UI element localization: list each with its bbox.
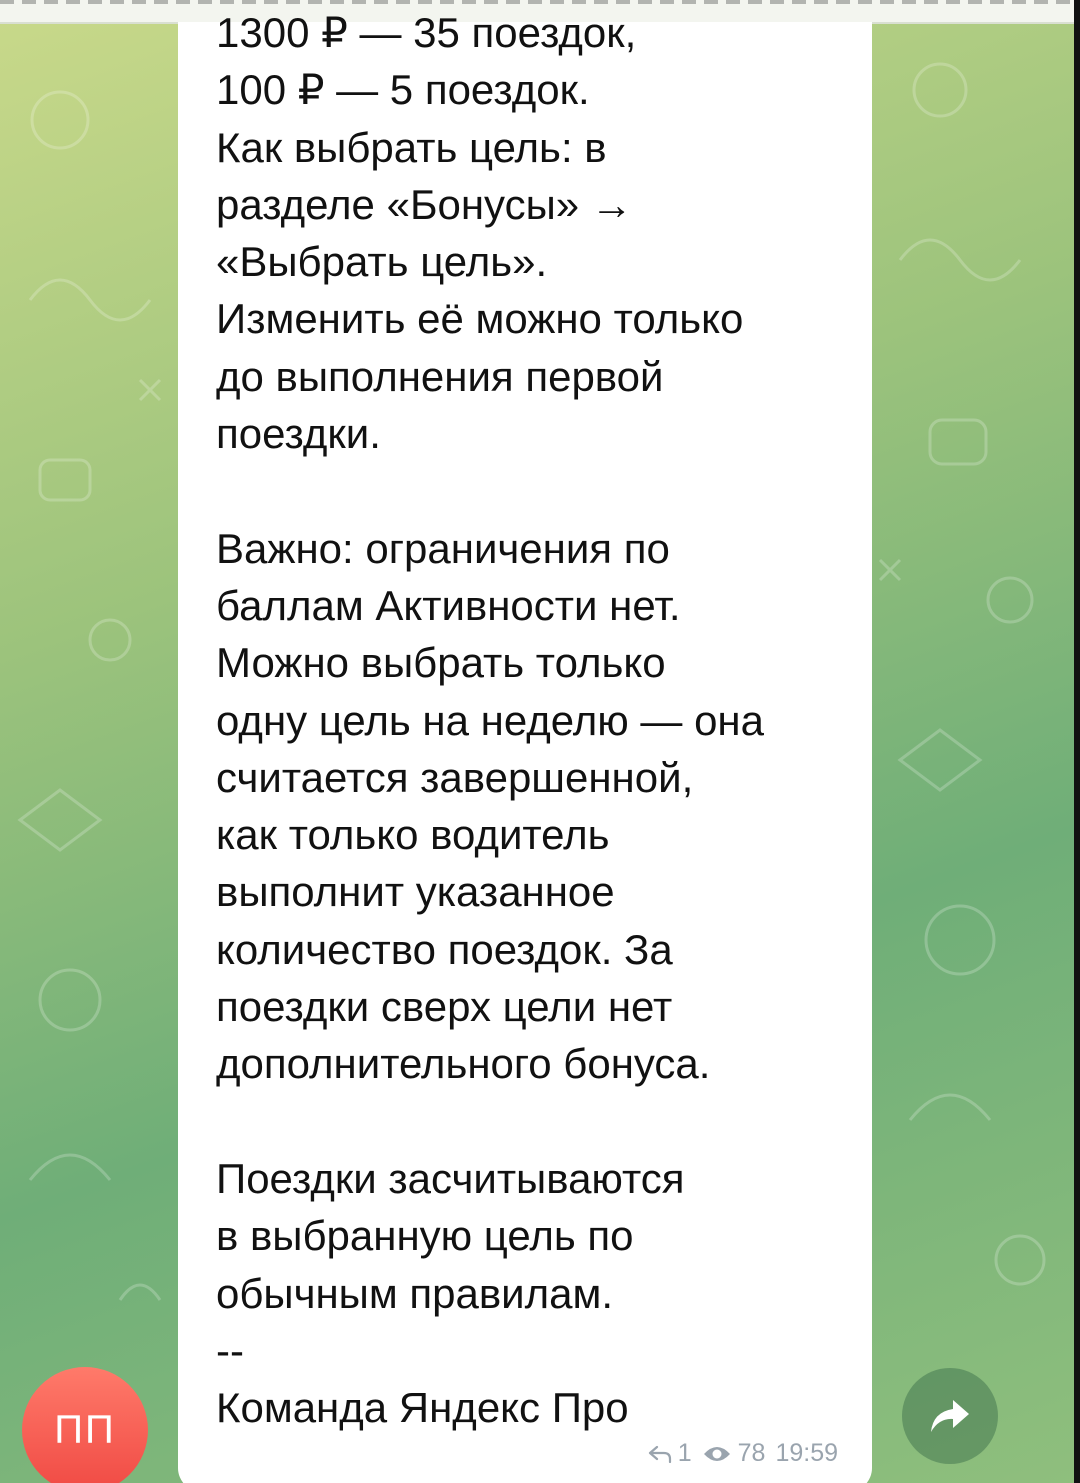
share-arrow-icon bbox=[927, 1396, 973, 1436]
screen-edge bbox=[1074, 0, 1080, 1483]
sender-avatar[interactable] bbox=[22, 1367, 148, 1483]
message-meta bbox=[648, 1439, 838, 1468]
reply-arrow-icon bbox=[648, 1445, 672, 1463]
share-button[interactable] bbox=[902, 1368, 998, 1464]
message-bubble[interactable] bbox=[178, 9, 872, 1483]
avatar-initials: ПП bbox=[54, 1407, 116, 1452]
views-count: 78 bbox=[737, 1439, 766, 1467]
message-time: 19:59 bbox=[775, 1439, 838, 1467]
message-text: 1300 ₽ — 35 поездок, 100 ₽ — 5 поездок. Как выбрать цель: в разделе «Бонусы» → «Выбрать цель». Изменить её можно только до выполнения первой поездки. Важно: ограничения по баллам Активности нет. Можно выбрать только одну цель на неделю — она считается завершенной, как только водитель выполнит указанное количество поездок. За поездки сверх цели нет дополнительного бонуса. Поездки засчитываются в выбранную цель по обычным правилам. -- Команда Яндекс Про bbox=[216, 9, 764, 1432]
replies-count: 1 bbox=[677, 1439, 692, 1467]
views-counter bbox=[702, 1439, 766, 1468]
replies-counter[interactable] bbox=[648, 1439, 692, 1468]
eye-icon bbox=[702, 1444, 732, 1464]
